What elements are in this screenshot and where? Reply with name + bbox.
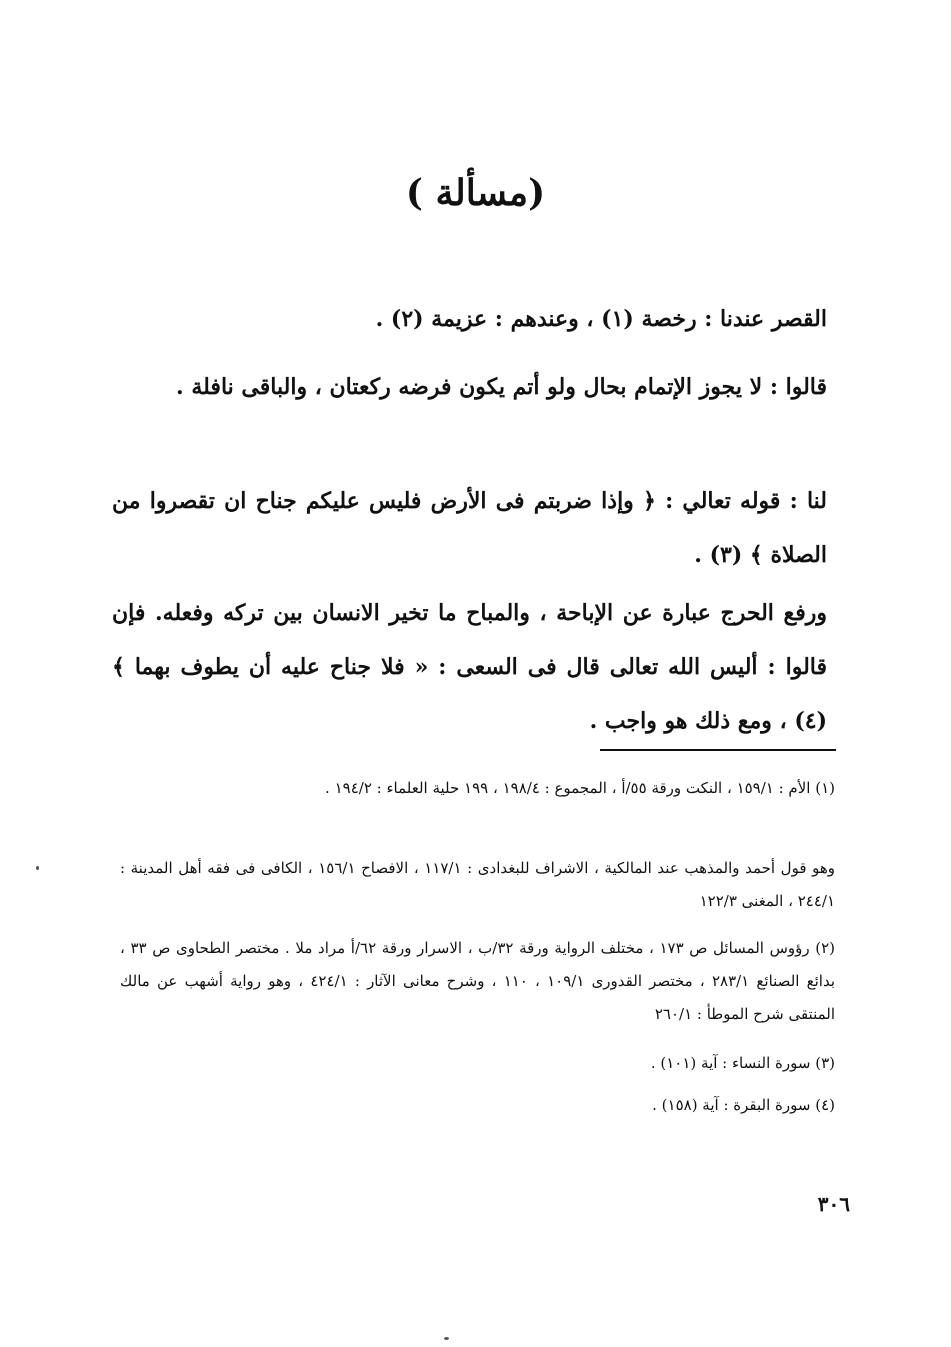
scan-speck <box>36 866 39 870</box>
paragraph-3: لنا : قوله تعالي : ﴿ وإذا ضربتم فى الأرض فليس عليكم جناح ان تقصروا من الصلاة ﴾ (٣) . <box>112 488 827 568</box>
page-title: (مسألة ) <box>405 172 546 214</box>
paragraph-2: قالوا : لا يجوز الإتمام بحال ولو أتم يكون فرضه ركعتان ، والباقى نافلة . <box>176 374 827 400</box>
footnote-3: (٣) سورة النساء : آية (١٠١) . <box>650 1054 835 1072</box>
footnote-1-continued: وهو قول أحمد والمذهب عند المالكية ، الاشراف للبغدادى : ١١٧/١ ، الافصاح ١٥٦/١ ، الكافى فى فقه أهل المدينة : ٢٤٤/١ ، المغنى ١٢٢/٣ <box>120 859 835 910</box>
footnote-divider <box>600 749 836 751</box>
footnote-4: (٤) سورة البقرة : آية (١٥٨) . <box>652 1096 835 1114</box>
footnote-1: (١) الأم : ١٥٩/١ ، النكت ورقة ٥٥/أ ، المجموع : ١٩٨/٤ ، ١٩٩ حلية العلماء : ١٩٤/٢ . <box>325 779 835 797</box>
paragraph-1: القصر عندنا : رخصة (١) ، وعندهم : عزيمة (٢) . <box>375 306 827 332</box>
paragraph-4: ورفع الحرج عبارة عن الإباحة ، والمباح ما تخير الانسان بين تركه وفعله. فإن قالوا : أليس الله تعالى قال فى السعى : « فلا جناح عليه أن يطوف بهما ﴾ (٤) ، ومع ذلك هو واجب . <box>112 600 827 734</box>
footnote-2: (٢) رؤوس المسائل ص ١٧٣ ، مختلف الرواية ورقة ٣٢/ب ، الاسرار ورقة ٦٢/أ مراد ملا . مختصر الطحاوى ص ٣٣ ، بدائع الصنائع ٢٨٣/١ ، مختصر القدورى ١٠٩/١ ، ١١٠ ، وشرح معانى الآثار : ٤٢٤/١ ، وهو رواية أشهب عن مالك المنتقى شرح الموطأ : ٢٦٠/١ <box>120 939 836 1023</box>
page-number: ٣٠٦ <box>817 1192 850 1216</box>
scan-speck <box>444 1337 449 1340</box>
